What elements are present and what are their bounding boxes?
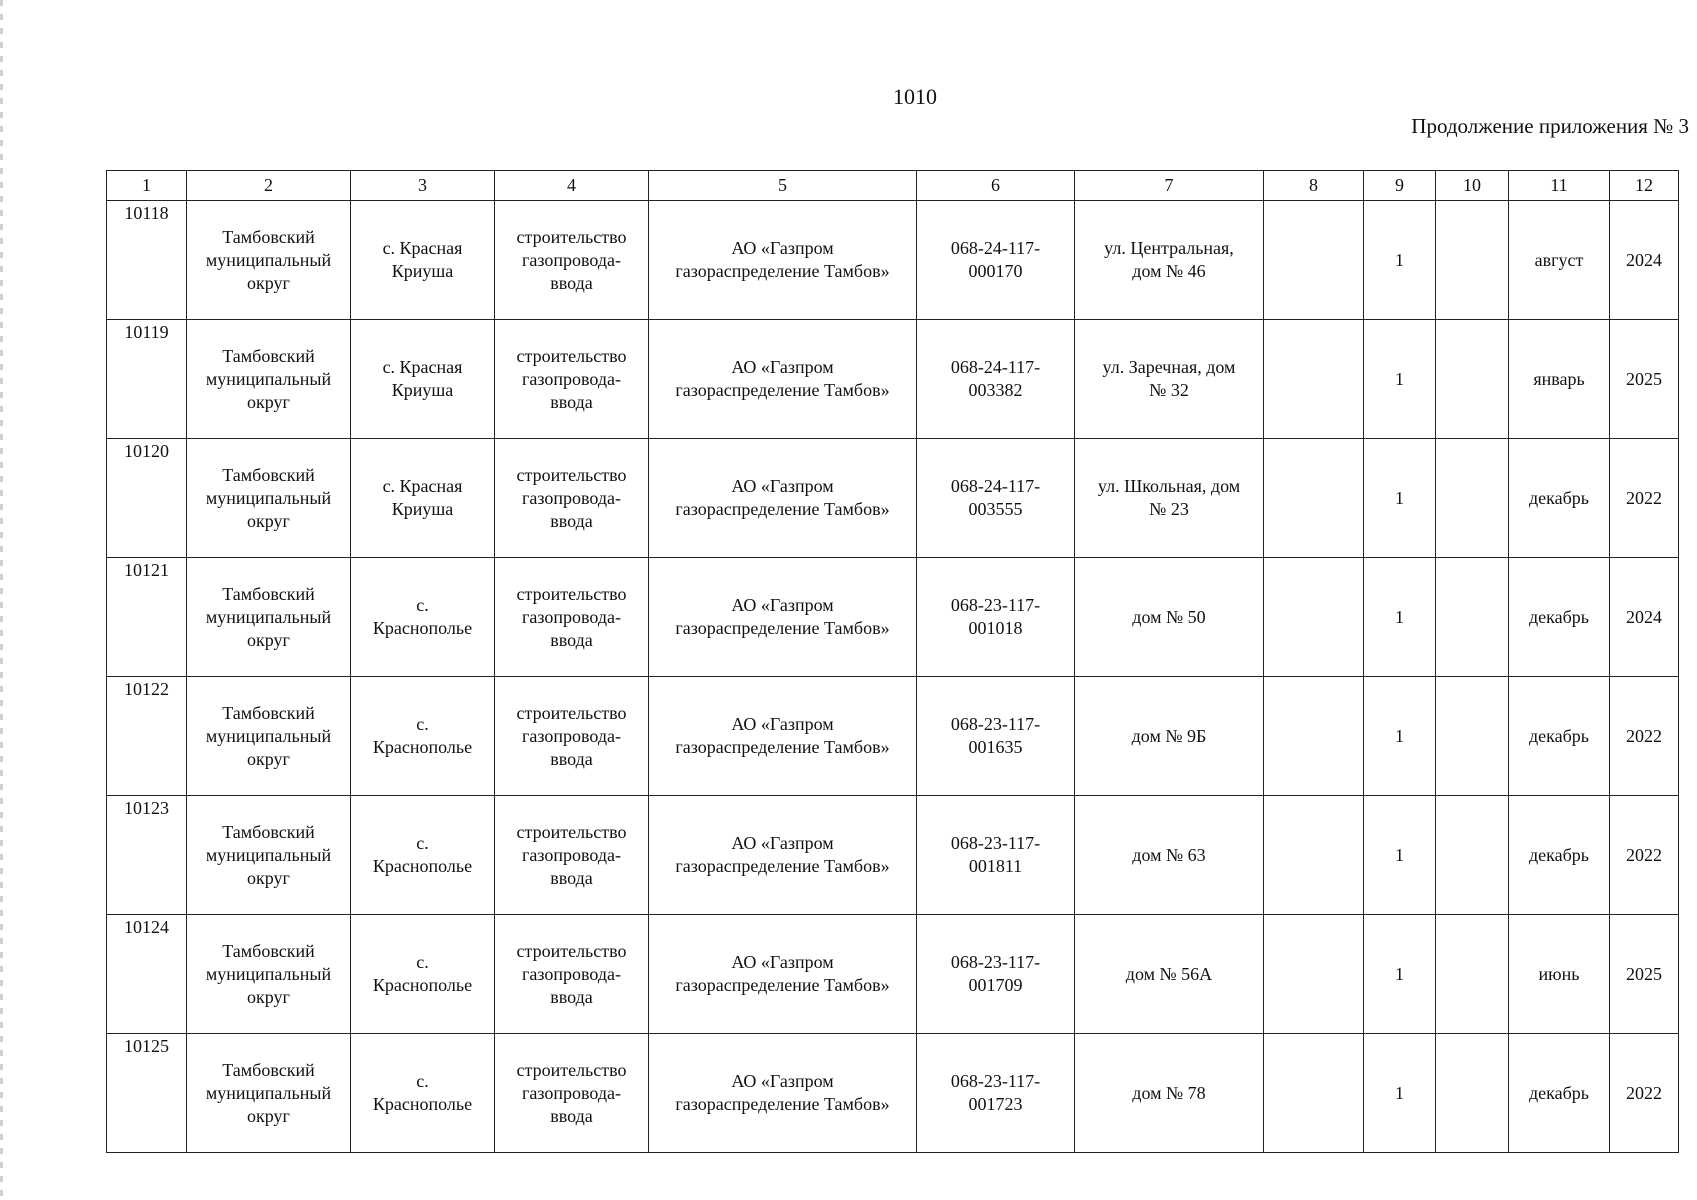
- column-header: 12: [1610, 171, 1679, 201]
- year: 2025: [1610, 320, 1679, 439]
- address: дом № 9Б: [1075, 677, 1264, 796]
- settlement: с. Краснополье: [351, 796, 495, 915]
- object-code: 068-23-117- 001723: [917, 1034, 1075, 1153]
- col-8-cell: [1264, 915, 1364, 1034]
- column-header: 7: [1075, 171, 1264, 201]
- year: 2022: [1610, 439, 1679, 558]
- address: дом № 50: [1075, 558, 1264, 677]
- quantity: 1: [1364, 796, 1436, 915]
- municipality: Тамбовский муниципальный округ: [187, 1034, 351, 1153]
- work-type: строительство газопровода- ввода: [495, 558, 649, 677]
- quantity: 1: [1364, 320, 1436, 439]
- registry-table: [106, 170, 1679, 1153]
- year: 2022: [1610, 796, 1679, 915]
- object-code: 068-24-117- 003382: [917, 320, 1075, 439]
- month: декабрь: [1509, 558, 1610, 677]
- municipality: Тамбовский муниципальный округ: [187, 796, 351, 915]
- settlement: с. Красная Криуша: [351, 201, 495, 320]
- work-type: строительство газопровода- ввода: [495, 677, 649, 796]
- address: дом № 56А: [1075, 915, 1264, 1034]
- table-row: [107, 677, 1679, 796]
- table-row: [107, 796, 1679, 915]
- col-8-cell: [1264, 677, 1364, 796]
- work-type: строительство газопровода- ввода: [495, 320, 649, 439]
- object-code: 068-24-117- 000170: [917, 201, 1075, 320]
- work-type: строительство газопровода- ввода: [495, 201, 649, 320]
- table-row: [107, 558, 1679, 677]
- row-number: 10125: [107, 1034, 187, 1153]
- address: ул. Центральная, дом № 46: [1075, 201, 1264, 320]
- settlement: с. Красная Криуша: [351, 320, 495, 439]
- year: 2024: [1610, 558, 1679, 677]
- table-row: [107, 915, 1679, 1034]
- quantity: 1: [1364, 915, 1436, 1034]
- settlement: с. Красная Криуша: [351, 439, 495, 558]
- row-number: 10122: [107, 677, 187, 796]
- municipality: Тамбовский муниципальный округ: [187, 677, 351, 796]
- settlement: с. Краснополье: [351, 558, 495, 677]
- row-number: 10124: [107, 915, 187, 1034]
- column-header: 2: [187, 171, 351, 201]
- scan-edge: [0, 0, 3, 1200]
- object-code: 068-24-117- 003555: [917, 439, 1075, 558]
- table-row: [107, 320, 1679, 439]
- organization: АО «Газпром газораспределение Тамбов»: [649, 320, 917, 439]
- municipality: Тамбовский муниципальный округ: [187, 201, 351, 320]
- work-type: строительство газопровода- ввода: [495, 915, 649, 1034]
- col-10-cell: [1436, 915, 1509, 1034]
- header-row: [107, 171, 1679, 201]
- column-header: 9: [1364, 171, 1436, 201]
- quantity: 1: [1364, 677, 1436, 796]
- settlement: с. Краснополье: [351, 677, 495, 796]
- month: август: [1509, 201, 1610, 320]
- col-10-cell: [1436, 796, 1509, 915]
- municipality: Тамбовский муниципальный округ: [187, 558, 351, 677]
- work-type: строительство газопровода- ввода: [495, 439, 649, 558]
- page-number: 1010: [893, 84, 937, 109]
- organization: АО «Газпром газораспределение Тамбов»: [649, 439, 917, 558]
- organization: АО «Газпром газораспределение Тамбов»: [649, 558, 917, 677]
- column-header: 10: [1436, 171, 1509, 201]
- object-code: 068-23-117- 001709: [917, 915, 1075, 1034]
- month: декабрь: [1509, 796, 1610, 915]
- column-header: 6: [917, 171, 1075, 201]
- work-type: строительство газопровода- ввода: [495, 1034, 649, 1153]
- address: ул. Школьная, дом № 23: [1075, 439, 1264, 558]
- object-code: 068-23-117- 001018: [917, 558, 1075, 677]
- municipality: Тамбовский муниципальный округ: [187, 439, 351, 558]
- organization: АО «Газпром газораспределение Тамбов»: [649, 796, 917, 915]
- work-type: строительство газопровода- ввода: [495, 796, 649, 915]
- address: дом № 78: [1075, 1034, 1264, 1153]
- municipality: Тамбовский муниципальный округ: [187, 915, 351, 1034]
- year: 2022: [1610, 1034, 1679, 1153]
- month: декабрь: [1509, 439, 1610, 558]
- month: январь: [1509, 320, 1610, 439]
- col-8-cell: [1264, 1034, 1364, 1153]
- table-row: [107, 1034, 1679, 1153]
- column-header: 8: [1264, 171, 1364, 201]
- address: дом № 63: [1075, 796, 1264, 915]
- col-8-cell: [1264, 796, 1364, 915]
- month: декабрь: [1509, 677, 1610, 796]
- column-header: 4: [495, 171, 649, 201]
- col-8-cell: [1264, 558, 1364, 677]
- col-8-cell: [1264, 320, 1364, 439]
- year: 2022: [1610, 677, 1679, 796]
- table-row: [107, 439, 1679, 558]
- month: декабрь: [1509, 1034, 1610, 1153]
- col-10-cell: [1436, 677, 1509, 796]
- column-header: 11: [1509, 171, 1610, 201]
- row-number: 10121: [107, 558, 187, 677]
- address: ул. Заречная, дом № 32: [1075, 320, 1264, 439]
- month: июнь: [1509, 915, 1610, 1034]
- organization: АО «Газпром газораспределение Тамбов»: [649, 1034, 917, 1153]
- row-number: 10118: [107, 201, 187, 320]
- col-10-cell: [1436, 558, 1509, 677]
- municipality: Тамбовский муниципальный округ: [187, 320, 351, 439]
- quantity: 1: [1364, 439, 1436, 558]
- col-10-cell: [1436, 1034, 1509, 1153]
- col-10-cell: [1436, 320, 1509, 439]
- column-header: 1: [107, 171, 187, 201]
- row-number: 10120: [107, 439, 187, 558]
- organization: АО «Газпром газораспределение Тамбов»: [649, 915, 917, 1034]
- quantity: 1: [1364, 558, 1436, 677]
- col-8-cell: [1264, 439, 1364, 558]
- column-header: 3: [351, 171, 495, 201]
- row-number: 10123: [107, 796, 187, 915]
- appendix-continuation-note: Продолжение приложения № 3: [1411, 114, 1689, 138]
- table-row: [107, 201, 1679, 320]
- organization: АО «Газпром газораспределение Тамбов»: [649, 677, 917, 796]
- quantity: 1: [1364, 201, 1436, 320]
- col-10-cell: [1436, 439, 1509, 558]
- column-header: 5: [649, 171, 917, 201]
- quantity: 1: [1364, 1034, 1436, 1153]
- organization: АО «Газпром газораспределение Тамбов»: [649, 201, 917, 320]
- object-code: 068-23-117- 001635: [917, 677, 1075, 796]
- row-number: 10119: [107, 320, 187, 439]
- settlement: с. Краснополье: [351, 915, 495, 1034]
- col-10-cell: [1436, 201, 1509, 320]
- year: 2024: [1610, 201, 1679, 320]
- year: 2025: [1610, 915, 1679, 1034]
- object-code: 068-23-117- 001811: [917, 796, 1075, 915]
- settlement: с. Краснополье: [351, 1034, 495, 1153]
- col-8-cell: [1264, 201, 1364, 320]
